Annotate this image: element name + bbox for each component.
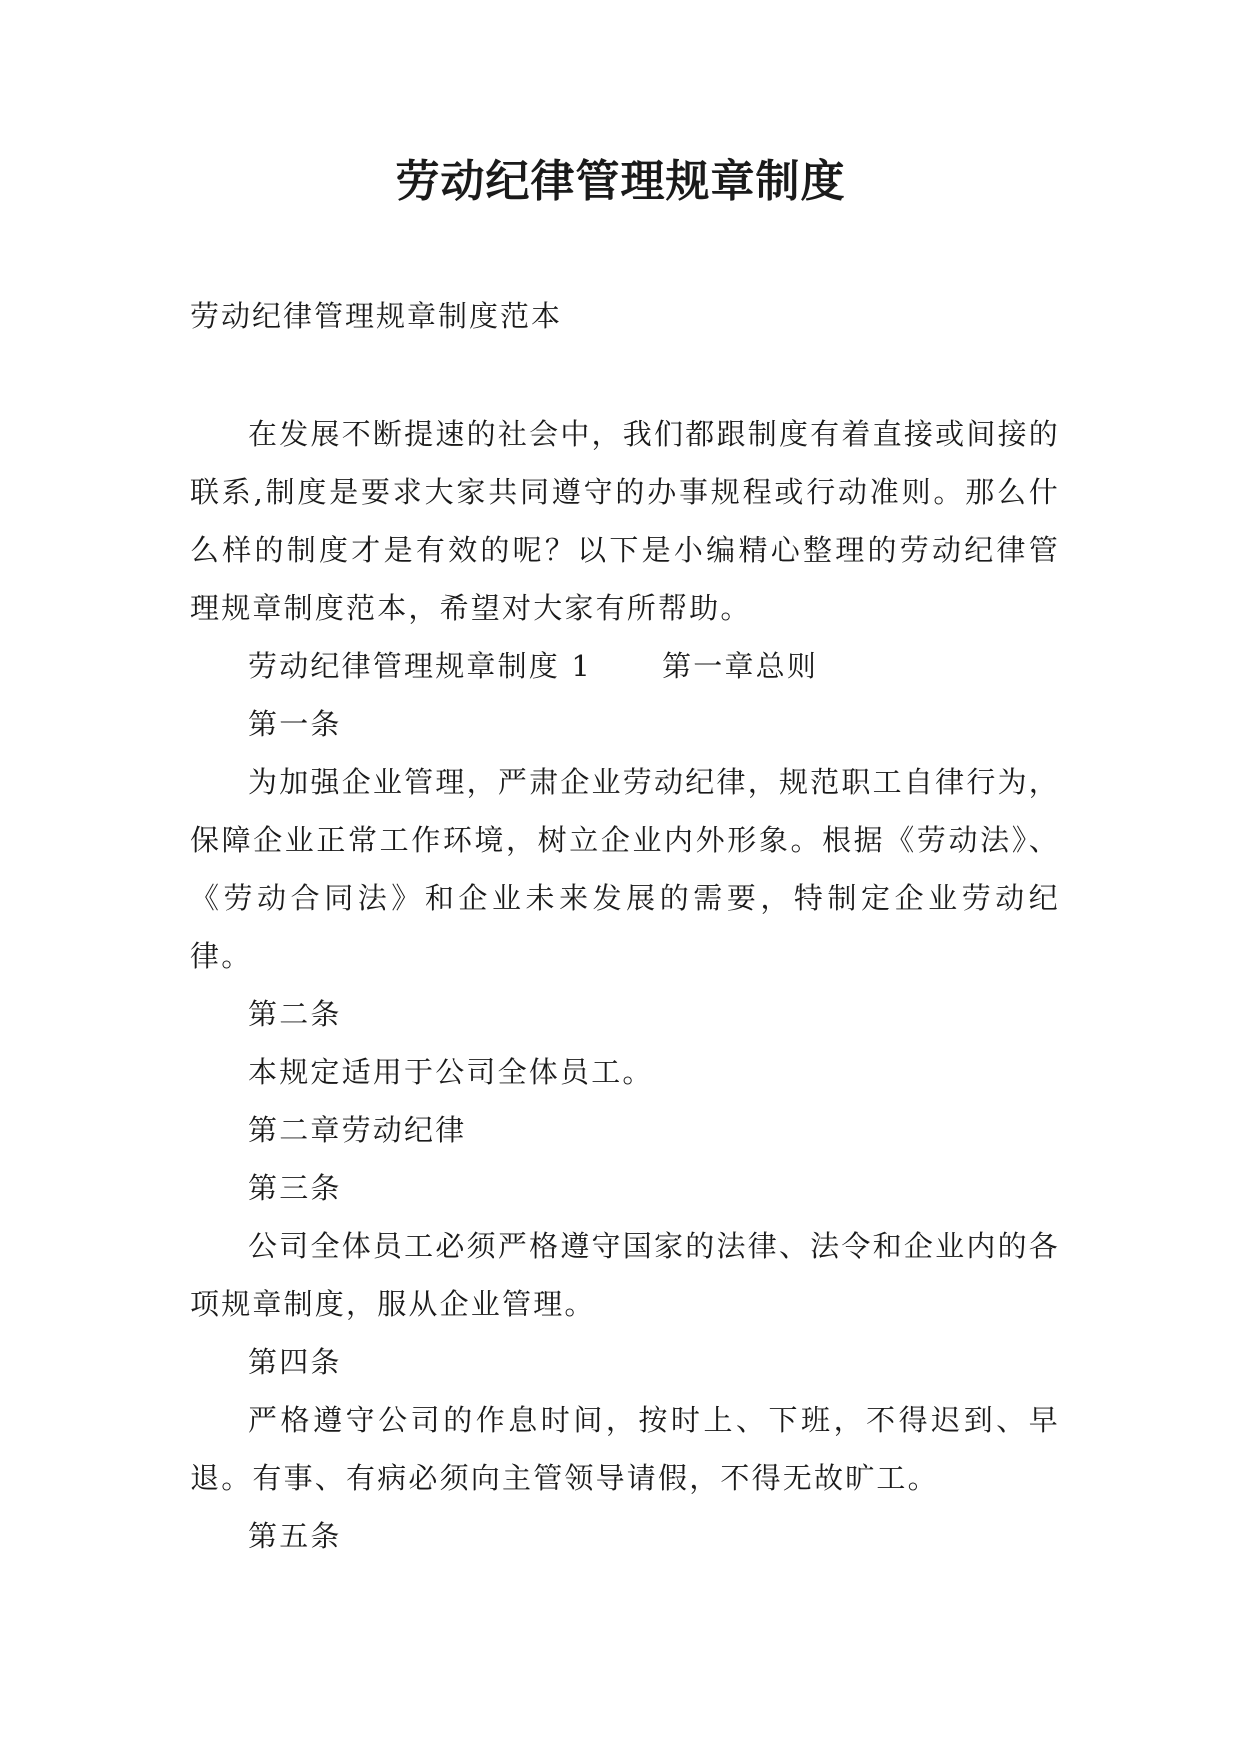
document-body xyxy=(190,405,1060,1565)
article4-text: 严格遵守公司的作息时间，按时上、下班，不得迟到、早退。有事、有病必须向主管领导请假，不得无故旷工。 xyxy=(190,1403,1060,1495)
chapter1-heading: 第一章总则 xyxy=(662,649,819,683)
article1-heading: 第一条 xyxy=(248,707,342,741)
article4-heading: 第四条 xyxy=(248,1345,342,1379)
section1-heading: 劳动纪律管理规章制度 1 xyxy=(248,649,593,683)
article3-heading: 第三条 xyxy=(248,1171,342,1205)
article5-heading: 第五条 xyxy=(248,1519,342,1553)
intro-paragraph: 在发展不断提速的社会中，我们都跟制度有着直接或间接的联系,制度是要求大家共同遵守的办事规程或行动准则。那么什么样的制度才是有效的呢？以下是小编精心整理的劳动纪律管理规章制度范本，希望对大家有所帮助。 xyxy=(190,417,1060,625)
article1-text: 为加强企业管理，严肃企业劳动纪律，规范职工自律行为，保障企业正常工作环境，树立企业内外形象。根据《劳动法》、《劳动合同法》和企业未来发展的需要，特制定企业劳动纪律。 xyxy=(190,765,1060,973)
chapter2-heading: 第二章劳动纪律 xyxy=(248,1113,467,1147)
section-heading-line xyxy=(190,637,1060,695)
article2-heading: 第二条 xyxy=(248,997,342,1031)
document-subtitle: 劳动纪律管理规章制度范本 xyxy=(190,299,563,333)
article2-text: 本规定适用于公司全体员工。 xyxy=(248,1055,654,1089)
document-title: 劳动纪律管理规章制度 xyxy=(395,156,846,207)
article3-text: 公司全体员工必须严格遵守国家的法律、法令和企业内的各项规章制度，服从企业管理。 xyxy=(190,1229,1060,1321)
